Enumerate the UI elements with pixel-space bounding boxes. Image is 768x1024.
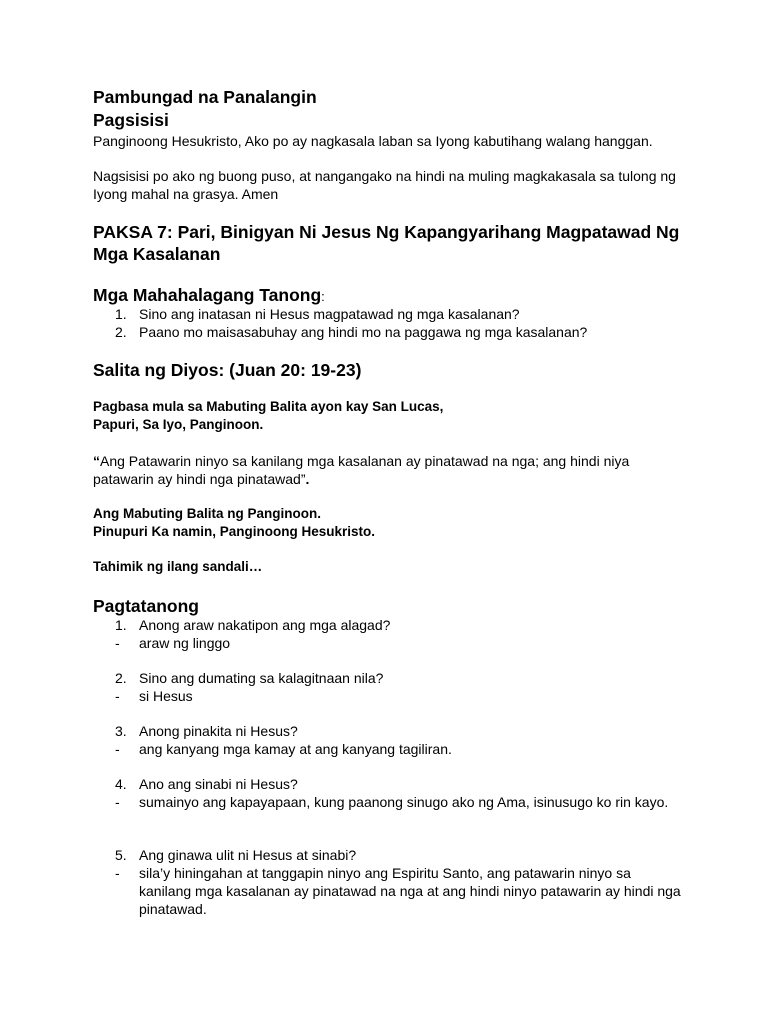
- question-item: [93, 775, 683, 793]
- answer-dash: -: [115, 794, 120, 810]
- gospel-quote: [93, 452, 683, 488]
- opening-line-1: Panginoong Hesukristo, Ako po ay nagkasala laban sa Iyong kabutihang walang hanggan.: [93, 133, 653, 149]
- answer-item: [93, 864, 683, 918]
- opening-subtitle: Pagsisisi: [93, 110, 169, 130]
- reading-intro-2: Papuri, Sa Iyo, Panginoon.: [93, 417, 264, 432]
- question-text: Anong pinakita ni Hesus?: [139, 723, 298, 739]
- question-text: Sino ang dumating sa kalagitnaan nila?: [139, 670, 384, 686]
- opening-title: Pambungad na Panalangin: [93, 87, 317, 107]
- list-number: 5.: [115, 847, 127, 863]
- answer-item: [93, 687, 683, 705]
- answer-item: [93, 740, 683, 758]
- reading-intro-1: Pagbasa mula sa Mabuting Balita ayon kay San Lucas,: [93, 399, 444, 414]
- question-item: [93, 846, 683, 864]
- question-item: [93, 669, 683, 687]
- quote-text: Ang Patawarin ninyo sa kanilang mga kasalanan ay pinatawad na nga; ang hindi niya patawarin ay hindi nga pinatawad”: [93, 453, 630, 487]
- key-question-item: [93, 323, 683, 341]
- quote-end-mark: .: [305, 471, 310, 487]
- word-of-god-title: Salita ng Diyos: (Juan 20: 19-23): [93, 360, 362, 380]
- key-questions-colon: :: [321, 289, 325, 304]
- answer-dash: -: [115, 741, 120, 757]
- key-question-text: Paano mo maisasabuhay ang hindi mo na paggawa ng mga kasalanan?: [139, 324, 588, 340]
- quote-open-mark: “: [93, 453, 100, 469]
- questions-title: Pagtatanong: [93, 596, 199, 616]
- list-number: 1.: [115, 617, 127, 633]
- question-item: [93, 616, 683, 634]
- question-item: [93, 722, 683, 740]
- key-question-text: Sino ang inatasan ni Hesus magpatawad ng mga kasalanan?: [139, 306, 520, 322]
- answer-dash: -: [115, 635, 120, 651]
- silence-instruction: Tahimik ng ilang sandali…: [93, 559, 263, 574]
- reading-closing-1: Ang Mabuting Balita ng Panginoon.: [93, 506, 321, 521]
- answer-item: [93, 634, 683, 652]
- question-text: Ano ang sinabi ni Hesus?: [139, 776, 298, 792]
- answer-item: [93, 793, 683, 811]
- list-number: 4.: [115, 776, 127, 792]
- question-text: Anong araw nakatipon ang mga alagad?: [139, 617, 391, 633]
- answer-dash: -: [115, 688, 120, 704]
- answer-text: si Hesus: [139, 688, 193, 704]
- answer-text: sila’y hiningahan at tanggapin ninyo ang Espiritu Santo, ang patawarin ninyo sa kanilang mga kasalanan ay pinatawad na nga at ang hindi ninyo patawarin ay hindi nga pinatawad.: [139, 865, 681, 917]
- list-number: 2.: [115, 670, 127, 686]
- topic-title: PAKSA 7: Pari, Binigyan Ni Jesus Ng Kapangyarihang Magpatawad Ng Mga Kasalanan: [93, 222, 680, 264]
- answer-dash: -: [115, 865, 120, 881]
- answer-text: araw ng linggo: [139, 635, 231, 651]
- answer-text: ang kanyang mga kamay at ang kanyang tagiliran.: [139, 741, 452, 757]
- key-question-item: [93, 305, 683, 323]
- list-number: 3.: [115, 723, 127, 739]
- key-questions-title: Mga Mahahalagang Tanong: [93, 285, 322, 305]
- answer-text: sumainyo ang kapayapaan, kung paanong sinugo ako ng Ama, isinusugo ko rin kayo.: [139, 794, 669, 810]
- reading-closing-2: Pinupuri Ka namin, Panginoong Hesukristo.: [93, 524, 376, 539]
- list-number: 2.: [115, 324, 127, 340]
- question-text: Ang ginawa ulit ni Hesus at sinabi?: [139, 847, 357, 863]
- list-number: 1.: [115, 306, 127, 322]
- opening-line-2: Nagsisisi po ako ng buong puso, at nangangako na hindi na muling magkakasala sa tulong ng Iyong mahal na grasya. Amen: [93, 168, 676, 202]
